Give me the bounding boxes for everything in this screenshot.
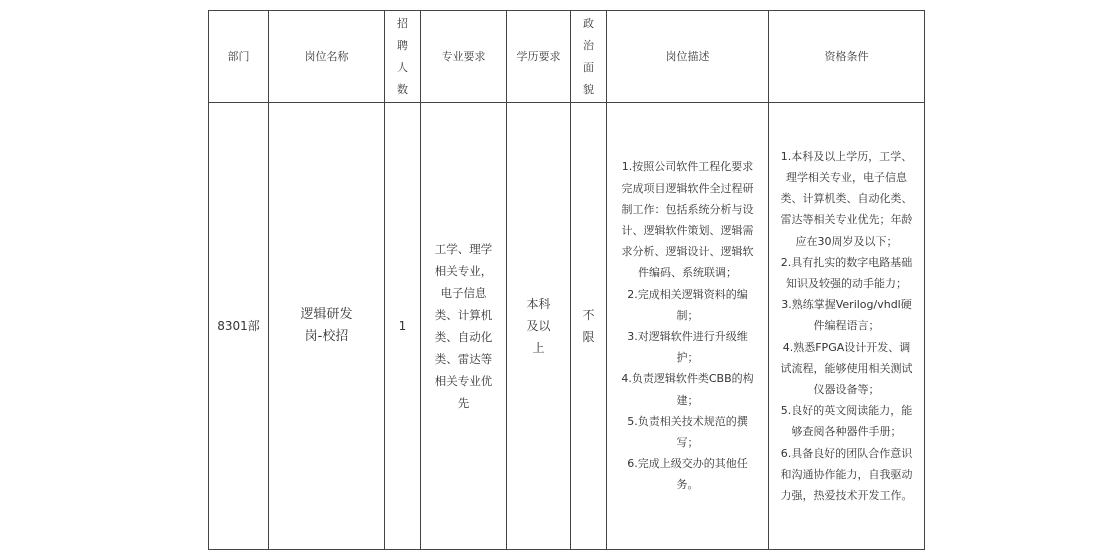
cell-major — [421, 103, 507, 550]
description-item-2: 2.完成相关逻辑资料的编制； — [627, 287, 748, 322]
dept-value: 8301部 — [217, 319, 260, 333]
count-value: 1 — [398, 319, 407, 333]
header-qualifications: 资格条件 — [769, 11, 925, 103]
header-education — [507, 11, 571, 103]
cell-qualifications — [769, 103, 925, 550]
table-header-row — [209, 11, 925, 103]
cell-political — [571, 103, 607, 550]
position-value: 逻辑研发岗-校招 — [300, 307, 353, 344]
header-political — [571, 11, 607, 103]
cell-position — [269, 103, 385, 550]
cell-education — [507, 103, 571, 550]
qualification-item-4: 4.熟悉FPGA设计开发、调试流程，能够使用相关测试仪器设备等； — [780, 340, 913, 396]
political-value: 不限 — [582, 308, 595, 344]
header-major: 专业要求 — [421, 11, 507, 103]
qualifications-list — [778, 146, 916, 506]
header-education-label: 学历要求 — [516, 49, 561, 63]
job-requirements-table — [208, 10, 925, 550]
table-row — [209, 103, 925, 550]
description-item-1: 1.按照公司软件工程化要求完成项目逻辑软件全过程研制工作：包括系统分析与设计、逻辑软件策划、逻辑需求分析、逻辑设计、逻辑软件编码、系统联调； — [621, 160, 754, 280]
cell-description — [607, 103, 769, 550]
major-value: 工学、理学相关专业，电子信息类、计算机类、自动化类、雷达等相关专业优先 — [434, 242, 493, 410]
description-list — [619, 156, 757, 495]
description-item-4: 4.负责逻辑软件类CBB的构建； — [621, 372, 754, 407]
job-table-container — [208, 10, 913, 550]
qualification-item-6: 6.具备良好的团队合作意识和沟通协作能力，自我驱动力强，热爱技术开发工作。 — [780, 446, 913, 503]
header-description: 岗位描述 — [607, 11, 769, 103]
education-value: 本科及以上 — [526, 297, 551, 355]
header-dept: 部门 — [209, 11, 269, 103]
qualification-item-1: 1.本科及以上学历，工学、理学相关专业，电子信息类、计算机类、自动化类、雷达等相关专业优先；年龄应在30周岁及以下； — [780, 149, 913, 248]
cell-dept — [209, 103, 269, 550]
description-item-3: 3.对逻辑软件进行升级维护； — [627, 330, 748, 365]
qualification-item-3: 3.熟练掌握Verilog/vhdl硬件编程语言； — [781, 298, 912, 333]
header-count — [385, 11, 421, 103]
header-political-label: 政治面貌 — [583, 16, 594, 96]
description-item-6: 6.完成上级交办的其他任务。 — [627, 457, 748, 492]
qualification-item-5: 5.良好的英文阅读能力，能够查阅各种器件手册； — [780, 404, 913, 439]
header-count-label: 招聘人数 — [397, 16, 408, 96]
description-item-5: 5.负责相关技术规范的撰写； — [627, 414, 748, 450]
header-position: 岗位名称 — [269, 11, 385, 103]
cell-count — [385, 103, 421, 550]
qualification-item-2: 2.具有扎实的数字电路基础知识及较强的动手能力； — [780, 255, 913, 290]
